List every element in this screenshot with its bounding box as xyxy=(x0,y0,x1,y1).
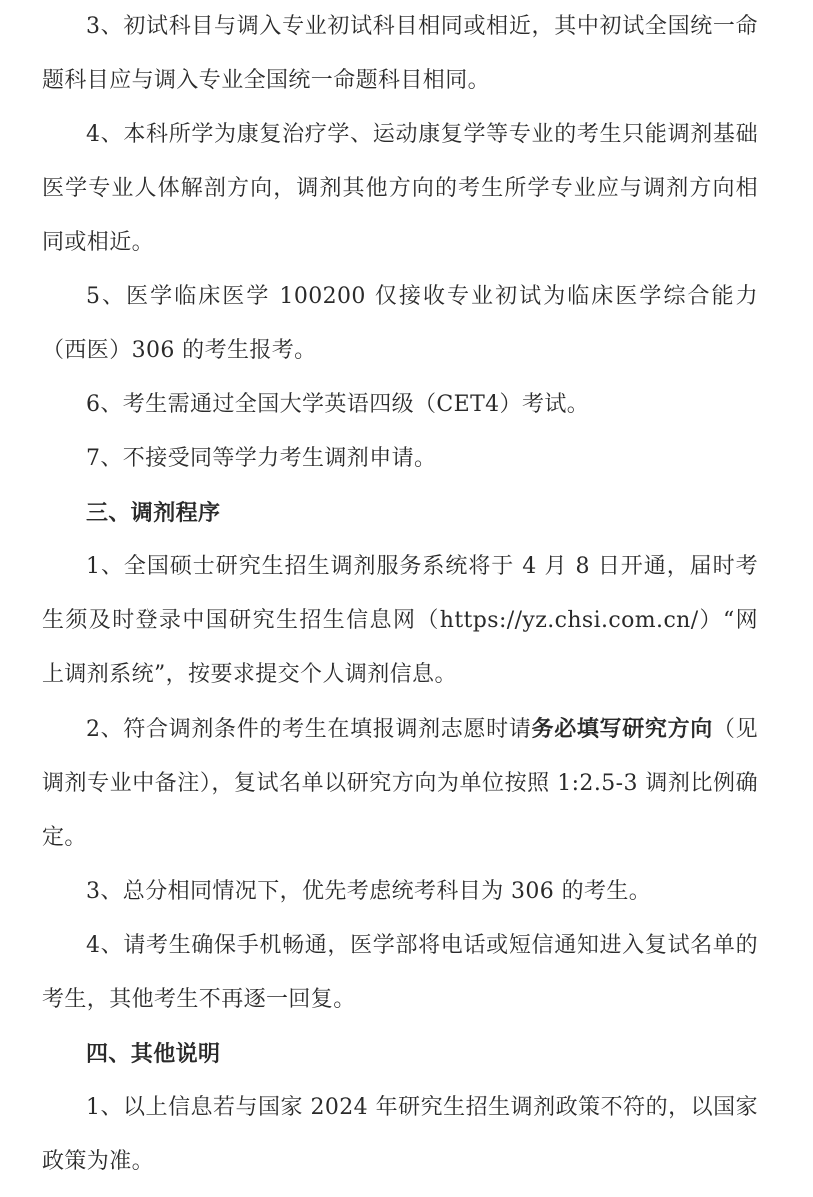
procedure-item-1: 1、全国硕士研究生招生调剂服务系统将于 4 月 8 日开通，届时考生须及时登录中国研究生招生信息网（https://yz.chsi.com.cn/）“网上调剂系统”，按要求提交个人调剂信息。 xyxy=(42,554,758,687)
procedure-item-2 xyxy=(42,702,758,865)
condition-item-7: 7、不接受同等学力考生调剂申请。 xyxy=(86,446,437,471)
procedure-item-4: 4、请考生确保手机畅通，医学部将电话或短信通知进入复试名单的考生，其他考生不再逐一回复。 xyxy=(42,933,758,1012)
condition-item-3: 3、初试科目与调入专业初试科目相同或相近，其中初试全国统一命题科目应与调入专业全国统一命题科目相同。 xyxy=(42,14,758,93)
procedure-item-3: 3、总分相同情况下，优先考虑统考科目为 306 的考生。 xyxy=(86,879,652,904)
condition-item-4: 4、本科所学为康复治疗学、运动康复学等专业的考生只能调剂基础医学专业人体解剖方向，调剂其他方向的考生所学专业应与调剂方向相同或相近。 xyxy=(42,122,758,255)
procedure-item-2-before: 2、符合调剂条件的考生在填报调剂志愿时请 xyxy=(86,717,532,742)
condition-item-6: 6、考生需通过全国大学英语四级（CET4）考试。 xyxy=(86,392,590,417)
section-heading-procedure: 三、调剂程序 xyxy=(86,500,221,526)
procedure-item-2-after: （见调剂专业中备注），复试名单以研究方向为单位按照 1:2.5-3 调剂比例确定。 xyxy=(42,717,758,850)
procedure-item-2-bold: 务必填写研究方向 xyxy=(531,716,713,742)
document-body xyxy=(42,0,758,1189)
section-heading-other: 四、其他说明 xyxy=(86,1041,221,1067)
other-item-1: 1、以上信息若与国家 2024 年研究生招生调剂政策不符的，以国家政策为准。 xyxy=(42,1095,758,1174)
condition-item-5: 5、医学临床医学 100200 仅接收专业初试为临床医学综合能力（西医）306 的考生报考。 xyxy=(42,284,758,363)
